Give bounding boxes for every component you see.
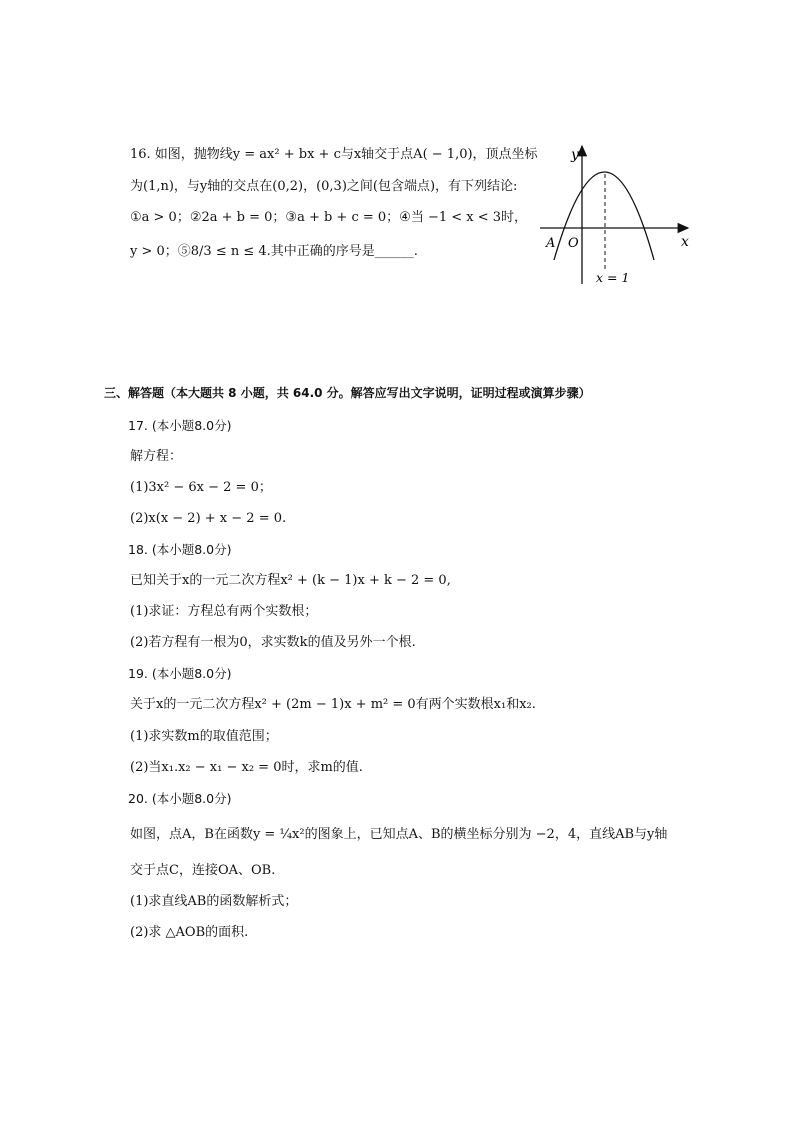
point-a-label: A [546, 236, 556, 251]
q17-line-2: (1)3x² − 6x − 2 = 0； [130, 480, 272, 495]
q19-line-3: (2)当x₁.x₂ − x₁ − x₂ = 0时，求m的值. [130, 760, 363, 775]
q16-line-4: y > 0；⑤8/3 ≤ n ≤ 4.其中正确的序号是______. [130, 244, 418, 259]
q16-line-3: ①a > 0；②2a + b = 0；③a + b + c = 0；④当 −1 < x < 3时， [130, 210, 528, 225]
q17-line-1: 解方程： [130, 449, 183, 464]
q20-line-4: (2)求 △AOB的面积. [130, 925, 249, 940]
x-axis-label: x [681, 234, 689, 250]
q17-title: 17. (本小题8.0分) [128, 418, 232, 433]
q16-line-1: 16. 如图，抛物线y = ax² + bx + c与x轴交于点A( − 1,0)，顶点坐标 [130, 147, 538, 162]
q18-line-1: 已知关于x的一元二次方程x² + (k − 1)x + k − 2 = 0, [130, 573, 451, 588]
y-axis-label: y [571, 147, 579, 163]
q20-title: 20. (本小题8.0分) [128, 791, 232, 806]
q18-line-2: (1)求证：方程总有两个实数根； [130, 604, 318, 619]
symmetry-axis-label: x = 1 [596, 270, 630, 285]
q19-line-2: (1)求实数m的取值范围； [130, 729, 278, 744]
origin-label: O [568, 236, 579, 251]
q19-title: 19. (本小题8.0分) [128, 666, 232, 681]
q18-title: 18. (本小题8.0分) [128, 542, 232, 557]
q17-line-3: (2)x(x − 2) + x − 2 = 0. [130, 511, 287, 526]
section-heading: 三、解答题（本大题共 8 小题，共 64.0 分。解答应写出文字说明，证明过程或演算步骤） [104, 386, 591, 400]
q18-line-3: (2)若方程有一根为0，求实数k的值及另外一个根. [130, 635, 416, 650]
q16-line-2: 为(1,n)，与y轴的交点在(0,2)，(0,3)之间(包含端点)，有下列结论: [130, 179, 518, 194]
parabola-figure [538, 142, 698, 292]
q19-line-1: 关于x的一元二次方程x² + (2m − 1)x + m² = 0有两个实数根x₁和x₂. [130, 697, 536, 712]
q20-line-1: 如图，点A，B在函数y = ¼x²的图象上，已知点A、B的横坐标分别为 −2，4，直线AB与y轴 [130, 827, 668, 842]
q20-line-2: 交于点C，连接OA、OB. [130, 863, 276, 878]
q20-line-3: (1)求直线AB的函数解析式； [130, 894, 298, 909]
